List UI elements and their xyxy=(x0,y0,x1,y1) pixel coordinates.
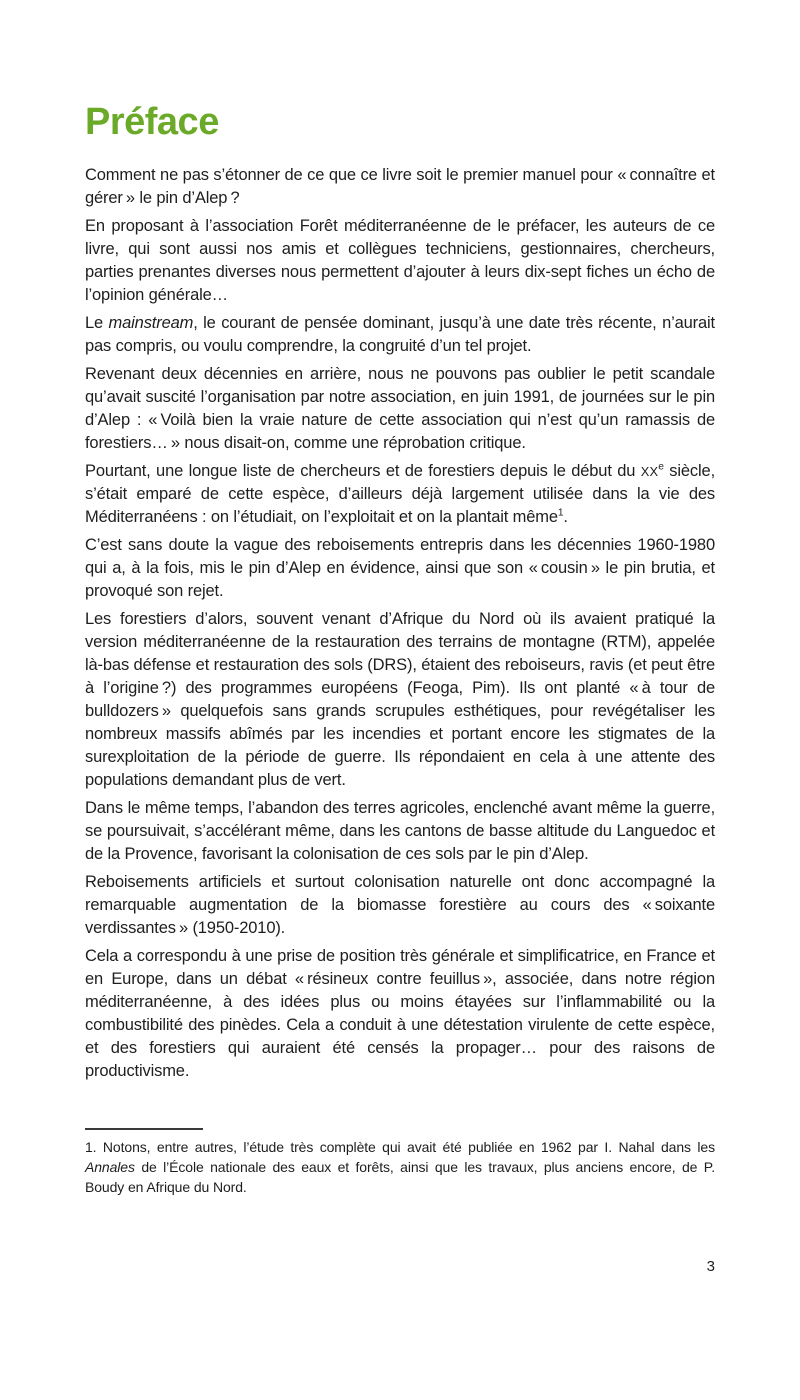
body-paragraph: Comment ne pas s’étonner de ce que ce livre soit le premier manuel pour « connaître et gérer » le pin d’Alep ? xyxy=(85,165,715,207)
page-title: Préface xyxy=(85,101,219,143)
preface-body xyxy=(85,164,715,1083)
page-number: 3 xyxy=(706,1258,715,1275)
body-paragraph: Revenant deux décennies en arrière, nous ne pouvons pas oublier le petit scandale qu’avait suscité l’organisation par notre association, en juin 1991, de journées sur le pin d’Alep : « Voilà bien la vraie nature de cette association qui n’est qu’un ramassis de forestiers… » nous disait-on, comme une réprobation critique. xyxy=(85,364,715,452)
body-paragraph: Reboisements artificiels et surtout colonisation naturelle ont donc accompagné la remarquable augmentation de la biomasse forestière au cours des « soixante verdissantes » (1950-2010). xyxy=(85,872,715,937)
footnote-divider xyxy=(85,1128,203,1130)
footnote-text: 1. Notons, entre autres, l’étude très complète qui avait été publiée en 1962 par I. Nahal dans les Annales de l’École nationale des eaux et forêts, ainsi que les travaux, plus anciens encore, de P. Boudy en Afrique du Nord. xyxy=(85,1139,715,1195)
body-paragraph: Pourtant, une longue liste de chercheurs et de forestiers depuis le début du XXe siècle, s’était emparé de cette espèce, d’ailleurs déjà largement utilisée dans la vie des Méditerranéens : on l’étudiait, on l’exploitait et on la plantait même$^1$. xyxy=(85,461,715,526)
body-paragraph: C’est sans doute la vague des reboisements entrepris dans les décennies 1960-1980 qui a, à la fois, mis le pin d’Alep en évidence, ainsi que son « cousin » le pin brutia, et provoqué son rejet. xyxy=(85,535,715,600)
body-paragraph: Dans le même temps, l’abandon des terres agricoles, enclenché avant même la guerre, se poursuivait, s’accélérant même, dans les cantons de basse altitude du Languedoc et de la Provence, favorisant la colonisation de ces sols par le pin d’Alep. xyxy=(85,798,715,863)
body-paragraph: Le mainstream, le courant de pensée dominant, jusqu’à une date très récente, n’aurait pas compris, ou voulu comprendre, la congruité d’un tel projet. xyxy=(85,313,715,355)
body-paragraph: Les forestiers d’alors, souvent venant d’Afrique du Nord où ils avaient pratiqué la version méditerranéenne de la restauration des terrains de montagne (RTM), appelée là-bas défense et restauration des sols (DRS), étaient des reboiseurs, ravis (et peut être à l’origine ?) des programmes européens (Feoga, Pim). Ils ont planté « à tour de bulldozers » quelquefois sans grands scrupules esthétiques, pour revégétaliser les nombreux massifs abîmés par les incendies et portant encore les stigmates de la surexploitation de la période de guerre. Ils répondaient en cela à une attente des populations demandant plus de vert. xyxy=(85,609,715,789)
body-paragraph: En proposant à l’association Forêt méditerranéenne de le préfacer, les auteurs de ce livre, qui sont aussi nos amis et collègues techniciens, gestionnaires, chercheurs, parties prenantes diverses nous permettent d’ajouter à leurs dix-sept fiches un écho de l’opinion générale… xyxy=(85,216,715,304)
footnote xyxy=(85,1128,715,1197)
body-paragraph: Cela a correspondu à une prise de position très générale et simplificatrice, en France et en Europe, dans un débat « résineux contre feuillus », associée, dans notre région méditerranéenne, à des idées plus ou moins étayées sur l’inflammabilité ou la combustibilité des pinèdes. Cela a conduit à une détestation virulente de cette espèce, et des forestiers qui auraient été censés la propager… pour des raisons de productivisme. xyxy=(85,946,715,1080)
